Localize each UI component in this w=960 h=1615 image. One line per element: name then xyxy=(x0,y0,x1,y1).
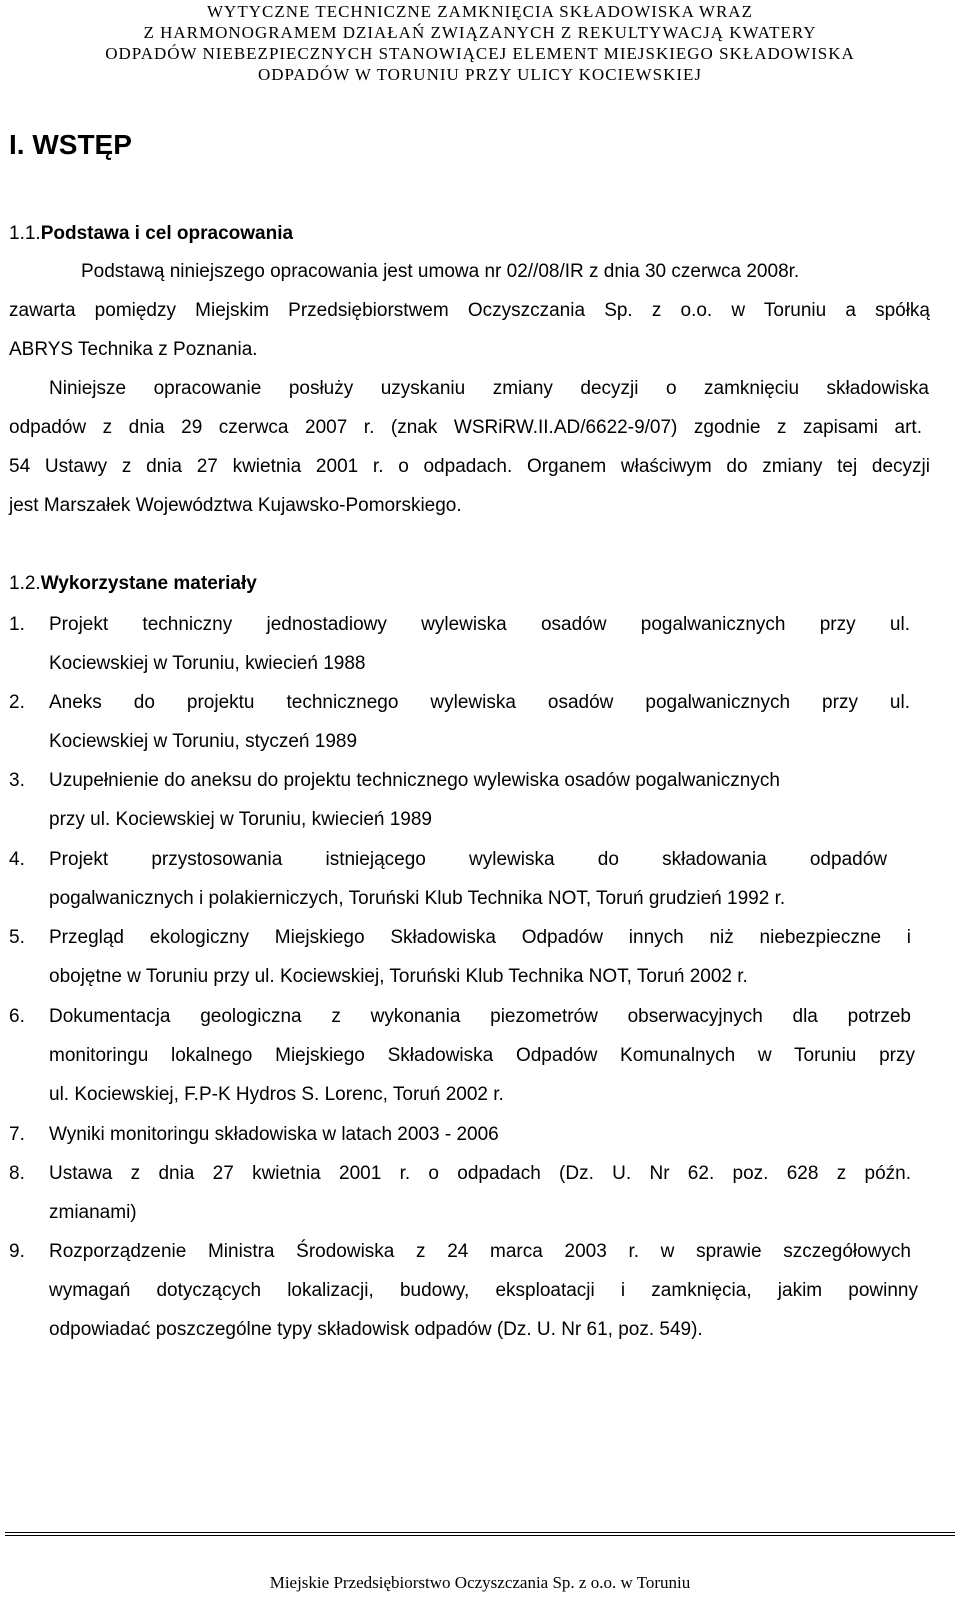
paragraph-line: 54 Ustawy z dnia 27 kwietnia 2001 r. o odpadach. Organem właściwym do zmiany tej decyzji xyxy=(9,456,930,477)
header-line-1: WYTYCZNE TECHNICZNE ZAMKNIĘCIA SKŁADOWISKA WRAZ xyxy=(207,2,753,21)
paragraph-line: Podstawą niniejszego opracowania jest umowa nr 02//08/IR z dnia 30 czerwca 2008r. xyxy=(81,261,800,282)
subsection-1-heading xyxy=(9,222,293,246)
list-item-number: 9. xyxy=(9,1241,25,1262)
subsection-2-number: 1.2. xyxy=(9,573,41,594)
footer-divider xyxy=(5,1532,955,1533)
subsection-1-title-bold: Podstawa xyxy=(40,223,130,244)
list-item-line: Projekt przystosowania istniejącego wylewiska do składowania odpadów xyxy=(49,849,887,870)
list-item-number: 1. xyxy=(9,614,25,635)
list-item-line: Aneks do projektu technicznego wylewiska osadów pogalwanicznych przy ul. xyxy=(49,692,910,713)
list-item-number: 6. xyxy=(9,1006,25,1027)
paragraph-line: zawarta pomiędzy Miejskim Przedsiębiorstwem Oczyszczania Sp. z o.o. w Toruniu a spółką xyxy=(9,300,930,321)
list-item-line: wymagań dotyczących lokalizacji, budowy, eksploatacji i zamknięcia, jakim powinny xyxy=(49,1280,918,1301)
subsection-1-title-rest: i cel opracowania xyxy=(129,223,294,244)
list-item-line: Dokumentacja geologiczna z wykonania piezometrów obserwacyjnych dla potrzeb xyxy=(49,1006,911,1027)
list-item-number: 5. xyxy=(9,927,25,948)
list-item-line: Uzupełnienie do aneksu do projektu technicznego wylewiska osadów pogalwanicznych xyxy=(49,770,780,791)
paragraph-line: Niniejsze opracowanie posłuży uzyskaniu zmiany decyzji o zamknięciu składowiska xyxy=(49,378,929,399)
section-title: I. WSTĘP xyxy=(9,129,132,160)
list-item-line: obojętne w Toruniu przy ul. Kociewskiej, Toruński Klub Technika NOT, Toruń 2002 r. xyxy=(49,966,748,987)
list-item-line: Przegląd ekologiczny Miejskiego Składowiska Odpadów innych niż niebezpieczne i xyxy=(49,927,911,948)
list-item-line: Rozporządzenie Ministra Środowiska z 24 marca 2003 r. w sprawie szczegółowych xyxy=(49,1241,911,1262)
list-item-line: pogalwanicznych i polakierniczych, Toruński Klub Technika NOT, Toruń grudzień 1992 r. xyxy=(49,888,786,909)
paragraph-line: ABRYS Technika z Poznania. xyxy=(9,339,258,360)
header-line-2: Z HARMONOGRAMEM DZIAŁAŃ ZWIĄZANYCH Z REKULTYWACJĄ KWATERY xyxy=(143,23,817,42)
list-item-number: 7. xyxy=(9,1124,25,1145)
list-item-line: ul. Kociewskiej, F.P-K Hydros S. Lorenc, Toruń 2002 r. xyxy=(49,1084,504,1105)
subsection-2-heading xyxy=(9,572,257,596)
list-item-line: Ustawa z dnia 27 kwietnia 2001 r. o odpadach (Dz. U. Nr 62. poz. 628 z późn. xyxy=(49,1163,911,1184)
list-item-line: odpowiadać poszczególne typy składowisk odpadów (Dz. U. Nr 61, poz. 549). xyxy=(49,1319,703,1340)
header-line-3: ODPADÓW NIEBEZPIECZNYCH STANOWIĄCEJ ELEMENT MIEJSKIEGO SKŁADOWISKA xyxy=(105,44,855,63)
list-item-line: zmianami) xyxy=(49,1202,137,1223)
list-item-line: Projekt techniczny jednostadiowy wylewiska osadów pogalwanicznych przy ul. xyxy=(49,614,910,635)
list-item-line: Wyniki monitoringu składowiska w latach 2003 - 2006 xyxy=(49,1124,499,1145)
paragraph-line: odpadów z dnia 29 czerwca 2007 r. (znak WSRiRW.II.AD/6622-9/07) zgodnie z zapisami art. xyxy=(9,417,922,438)
subsection-1-number: 1.1. xyxy=(9,223,41,244)
list-item-number: 2. xyxy=(9,692,25,713)
list-item-number: 8. xyxy=(9,1163,25,1184)
list-item-line: Kociewskiej w Toruniu, styczeń 1989 xyxy=(49,731,358,752)
page-footer: Miejskie Przedsiębiorstwo Oczyszczania Sp. z o.o. w Toruniu xyxy=(269,1573,691,1592)
list-item-line: Kociewskiej w Toruniu, kwiecień 1988 xyxy=(49,653,366,674)
footer-divider-inner xyxy=(5,1535,955,1536)
list-item-line: monitoringu lokalnego Miejskiego Składowiska Odpadów Komunalnych w Toruniu przy xyxy=(49,1045,915,1066)
header-line-4: ODPADÓW W TORUNIU PRZY ULICY KOCIEWSKIEJ xyxy=(257,65,703,84)
list-item-number: 3. xyxy=(9,770,25,791)
list-item-line: przy ul. Kociewskiej w Toruniu, kwiecień 1989 xyxy=(49,809,432,830)
list-item-number: 4. xyxy=(9,849,25,870)
paragraph-line: jest Marszałek Województwa Kujawsko-Pomorskiego. xyxy=(9,495,462,516)
subsection-2-title: Wykorzystane materiały xyxy=(40,573,257,594)
